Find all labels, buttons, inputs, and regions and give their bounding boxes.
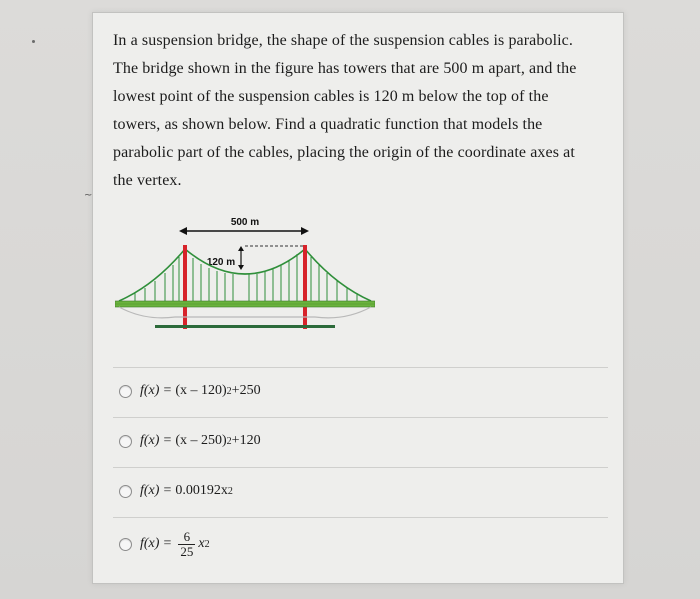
sag-label: 120 m bbox=[206, 257, 236, 268]
sag-arrow-up bbox=[238, 246, 244, 251]
formula-c bbox=[140, 483, 233, 499]
fx: f(x) bbox=[140, 536, 160, 551]
question-line: In a suspension bridge, the shape of the suspension cables is parabolic. bbox=[113, 32, 573, 49]
radio-d[interactable] bbox=[119, 538, 132, 551]
left-side-cable bbox=[119, 249, 185, 301]
equals: = bbox=[163, 483, 172, 498]
equals: = bbox=[163, 536, 172, 551]
option-b[interactable] bbox=[119, 425, 261, 457]
divider bbox=[113, 517, 608, 518]
radio-b[interactable] bbox=[119, 435, 132, 448]
divider bbox=[113, 367, 608, 368]
under-arch bbox=[119, 307, 371, 318]
divider bbox=[113, 467, 608, 468]
formula-a bbox=[140, 383, 261, 399]
formula-b bbox=[140, 433, 261, 449]
formula-body: 0.00192x bbox=[175, 483, 228, 498]
fx: f(x) bbox=[140, 483, 160, 498]
main-cable bbox=[185, 249, 305, 274]
question-card bbox=[92, 12, 624, 584]
sag-arrow-down bbox=[238, 265, 244, 270]
exponent: 2 bbox=[226, 435, 232, 447]
span-arrow-right bbox=[301, 227, 309, 235]
option-c[interactable] bbox=[119, 475, 233, 507]
side-mark: ~ bbox=[84, 190, 93, 201]
question-line: towers, as shown below. Find a quadratic function that models the bbox=[113, 116, 543, 133]
radio-a[interactable] bbox=[119, 385, 132, 398]
question-line: parabolic part of the cables, placing the origin of the coordinate axes at bbox=[113, 144, 575, 161]
fx: f(x) bbox=[140, 433, 160, 448]
divider bbox=[113, 417, 608, 418]
bridge-diagram bbox=[115, 213, 375, 343]
denominator: 25 bbox=[180, 543, 194, 559]
equals: = bbox=[163, 433, 172, 448]
radio-c[interactable] bbox=[119, 485, 132, 498]
exponent: 2 bbox=[204, 538, 210, 550]
left-tower bbox=[183, 245, 187, 329]
hangers bbox=[135, 254, 357, 301]
formula-d bbox=[140, 530, 210, 559]
option-d[interactable] bbox=[119, 523, 210, 565]
question-line: lowest point of the suspension cables is 120 m below the top of the bbox=[113, 88, 549, 105]
formula-tail: +250 bbox=[231, 383, 261, 398]
question-line: the vertex. bbox=[113, 172, 182, 189]
lower-road bbox=[155, 325, 335, 328]
fx: f(x) bbox=[140, 383, 160, 398]
equals: = bbox=[163, 383, 172, 398]
question-text bbox=[113, 27, 613, 195]
numerator: 6 bbox=[183, 528, 191, 544]
exponent: 2 bbox=[226, 385, 232, 397]
variable: x bbox=[198, 536, 205, 551]
exponent: 2 bbox=[227, 485, 233, 497]
question-line: The bridge shown in the figure has towers that are 500 m apart, and the bbox=[113, 60, 577, 77]
dot-mark bbox=[32, 40, 35, 43]
right-tower bbox=[303, 245, 307, 329]
span-arrow-left bbox=[179, 227, 187, 235]
formula-tail: +120 bbox=[231, 433, 261, 448]
right-side-cable bbox=[305, 249, 371, 301]
formula-body: (x – 120) bbox=[175, 383, 227, 398]
option-a[interactable] bbox=[119, 375, 261, 407]
formula-body: (x – 250) bbox=[175, 433, 227, 448]
bridge-figure bbox=[115, 213, 375, 343]
fraction bbox=[178, 530, 195, 559]
span-label: 500 m bbox=[230, 217, 260, 228]
